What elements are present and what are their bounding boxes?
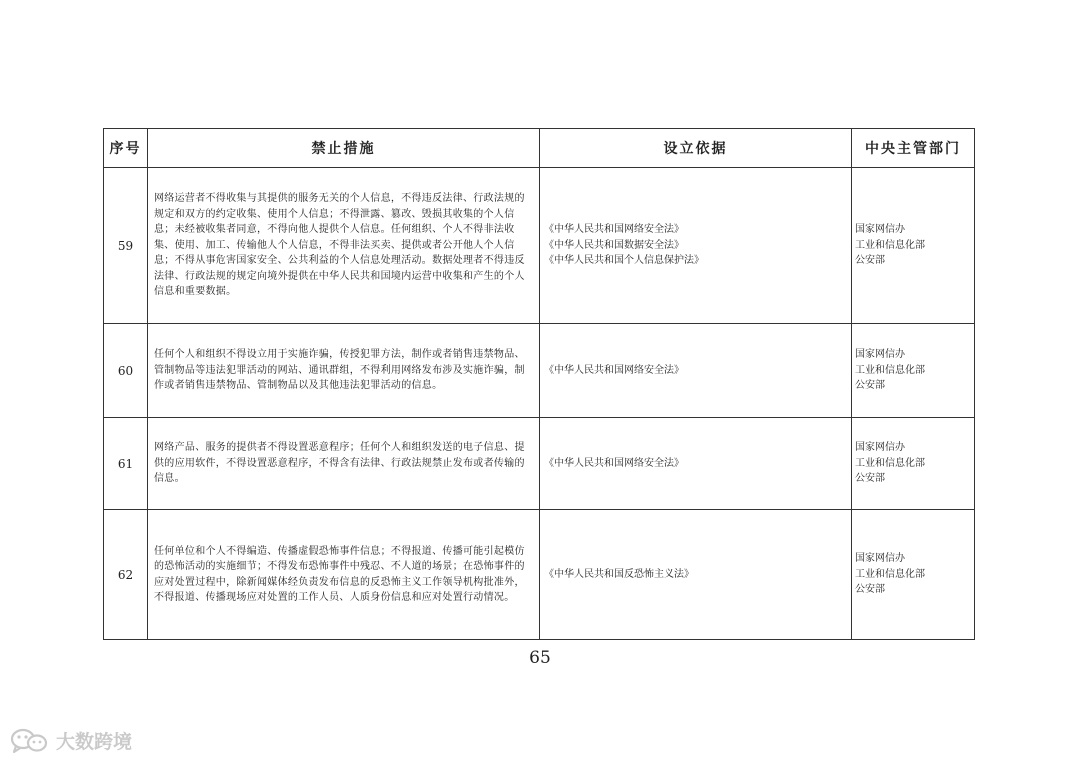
central-departments bbox=[852, 510, 975, 640]
legal-basis bbox=[540, 324, 852, 418]
watermark bbox=[10, 727, 132, 754]
legal-basis bbox=[540, 510, 852, 640]
table-row bbox=[104, 510, 975, 640]
table-row bbox=[104, 168, 975, 324]
watermark-text: 大数跨境 bbox=[56, 731, 133, 753]
basis-law: 《中华人民共和国个人信息保护法》 bbox=[544, 255, 704, 267]
prohibited-measure: 网络产品、服务的提供者不得设置恶意程序；任何个人和组织发送的电子信息、提供的应用软件，不得设置恶意程序，不得含有法律、行政法规禁止发布或者传输的信息。 bbox=[148, 418, 540, 510]
header-no: 序号 bbox=[104, 129, 148, 168]
row-number: 59 bbox=[104, 168, 148, 324]
basis-law: 《中华人民共和国网络安全法》 bbox=[544, 364, 684, 376]
basis-law: 《中华人民共和国网络安全法》 bbox=[544, 224, 684, 236]
department: 国家网信办 bbox=[855, 349, 905, 361]
department: 工业和信息化部 bbox=[855, 364, 925, 376]
wechat-logo-icon bbox=[10, 728, 50, 754]
row-number: 62 bbox=[104, 510, 148, 640]
department: 工业和信息化部 bbox=[855, 239, 925, 251]
basis-law: 《中华人民共和国数据安全法》 bbox=[544, 239, 684, 251]
department: 公安部 bbox=[855, 473, 885, 485]
department: 国家网信办 bbox=[855, 224, 905, 236]
basis-law: 《中华人民共和国反恐怖主义法》 bbox=[544, 568, 694, 580]
page-number: 65 bbox=[529, 648, 551, 668]
department: 国家网信办 bbox=[855, 553, 905, 565]
department: 国家网信办 bbox=[855, 442, 905, 454]
central-departments bbox=[852, 168, 975, 324]
row-number: 61 bbox=[104, 418, 148, 510]
department: 工业和信息化部 bbox=[855, 568, 925, 580]
header-measure: 禁止措施 bbox=[148, 129, 540, 168]
prohibited-measure: 任何个人和组织不得设立用于实施诈骗，传授犯罪方法，制作或者销售违禁物品、管制物品等违法犯罪活动的网站、通讯群组，不得利用网络发布涉及实施诈骗，制作或者销售违禁物品、管制物品以及其他违法犯罪活动的信息。 bbox=[148, 324, 540, 418]
department: 公安部 bbox=[855, 380, 885, 392]
legal-basis bbox=[540, 168, 852, 324]
central-departments bbox=[852, 418, 975, 510]
department: 公安部 bbox=[855, 584, 885, 596]
department: 公安部 bbox=[855, 255, 885, 267]
central-departments bbox=[852, 324, 975, 418]
header-basis: 设立依据 bbox=[540, 129, 852, 168]
table-row bbox=[104, 324, 975, 418]
department: 工业和信息化部 bbox=[855, 457, 925, 469]
prohibited-measure: 网络运营者不得收集与其提供的服务无关的个人信息，不得违反法律、行政法规的规定和双方的约定收集、使用个人信息；不得泄露、篡改、毁损其收集的个人信息；未经被收集者同意，不得向他人提供个人信息。任何组织、个人不得非法收集、使用、加工、传输他人个人信息，不得非法买卖、提供或者公开他人个人信息；不得从事危害国家安全、公共利益的个人信息处理活动。数据处理者不得违反法律、行政法规的规定向境外提供在中华人民共和国境内运营中收集和产生的个人信息和重要数据。 bbox=[148, 168, 540, 324]
table-header-row bbox=[104, 129, 975, 168]
header-dept: 中央主管部门 bbox=[852, 129, 975, 168]
basis-law: 《中华人民共和国网络安全法》 bbox=[544, 457, 684, 469]
table-row bbox=[104, 418, 975, 510]
measures-table bbox=[103, 128, 975, 640]
prohibited-measure: 任何单位和个人不得编造、传播虚假恐怖事件信息；不得报道、传播可能引起模仿的恐怖活动的实施细节；不得发布恐怖事件中残忍、不人道的场景；在恐怖事件的应对处置过程中，除新闻媒体经负责发布信息的反恐怖主义工作领导机构批准外，不得报道、传播现场应对处置的工作人员、人质身份信息和应对处置行动情况。 bbox=[148, 510, 540, 640]
row-number: 60 bbox=[104, 324, 148, 418]
legal-basis bbox=[540, 418, 852, 510]
